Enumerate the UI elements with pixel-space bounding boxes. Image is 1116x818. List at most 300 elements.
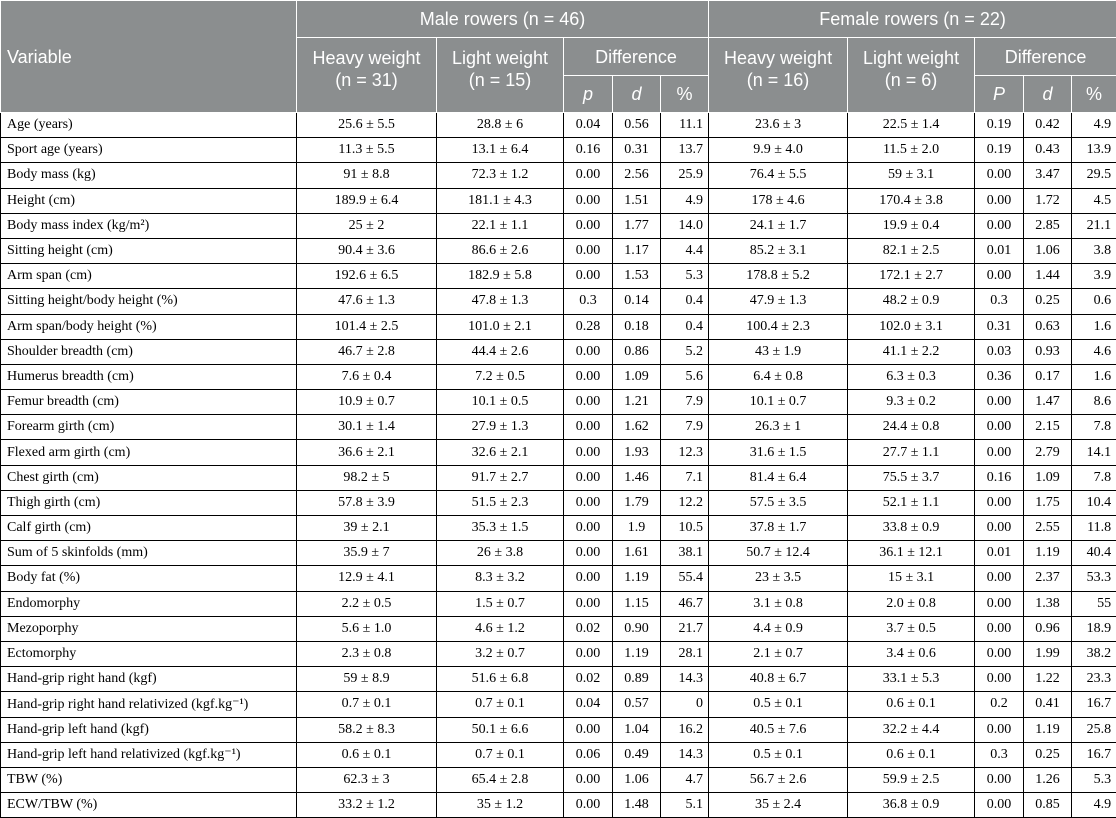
male-d-cell: 1.93	[613, 440, 661, 465]
female-heavy-cell: 178.8 ± 5.2	[709, 264, 848, 289]
female-heavy-weight-header	[709, 38, 848, 113]
male-light-cell: 3.2 ± 0.7	[437, 641, 564, 666]
variable-cell: Shoulder breadth (cm)	[1, 339, 297, 364]
female-heavy-cell: 50.7 ± 12.4	[709, 541, 848, 566]
male-d-cell: 1.61	[613, 541, 661, 566]
male-p-cell: 0.00	[564, 264, 613, 289]
female-percent-cell: 55	[1072, 591, 1116, 616]
male-d-cell: 1.15	[613, 591, 661, 616]
table-row	[1, 692, 1116, 717]
female-light-n: (n = 6)	[885, 70, 938, 90]
variable-cell: Hand-grip right hand relativized (kgf.kg⁻¹)	[1, 692, 297, 717]
female-rowers-header	[709, 1, 1116, 38]
male-heavy-cell: 101.4 ± 2.5	[297, 314, 437, 339]
male-rowers-header	[297, 1, 709, 38]
female-percent-cell: 14.1	[1072, 440, 1116, 465]
male-heavy-cell: 189.9 ± 6.4	[297, 188, 437, 213]
male-d-cell: 1.09	[613, 364, 661, 389]
variable-cell: Sport age (years)	[1, 138, 297, 163]
male-p-cell: 0.00	[564, 440, 613, 465]
female-p-cell: 0.00	[975, 793, 1024, 818]
female-d-cell: 1.75	[1024, 490, 1072, 515]
variable-cell: Age (years)	[1, 113, 297, 138]
variable-cell: Height (cm)	[1, 188, 297, 213]
female-p-cell: 0.00	[975, 767, 1024, 792]
male-heavy-cell: 39 ± 2.1	[297, 516, 437, 541]
variable-cell: Flexed arm girth (cm)	[1, 440, 297, 465]
male-p-cell: 0.00	[564, 163, 613, 188]
male-light-cell: 28.8 ± 6	[437, 113, 564, 138]
female-difference-header: Difference	[975, 38, 1116, 76]
female-percent-cell: 7.8	[1072, 415, 1116, 440]
female-group-label: Female rowers (	[819, 9, 949, 29]
table-row	[1, 742, 1116, 767]
female-percent-cell: 29.5	[1072, 163, 1116, 188]
female-heavy-cell: 31.6 ± 1.5	[709, 440, 848, 465]
female-percent-cell: 21.1	[1072, 213, 1116, 238]
male-p-cell: 0.28	[564, 314, 613, 339]
female-d-cell: 0.93	[1024, 339, 1072, 364]
female-percent-cell: 4.5	[1072, 188, 1116, 213]
table-header	[1, 1, 1116, 113]
variable-cell: Arm span (cm)	[1, 264, 297, 289]
male-heavy-cell: 33.2 ± 1.2	[297, 793, 437, 818]
female-d-cell: 1.06	[1024, 238, 1072, 263]
table-row	[1, 667, 1116, 692]
female-percent-cell: 1.6	[1072, 364, 1116, 389]
male-p-cell: 0.00	[564, 641, 613, 666]
male-heavy-cell: 90.4 ± 3.6	[297, 238, 437, 263]
female-d-cell: 0.85	[1024, 793, 1072, 818]
male-percent-cell: 4.9	[661, 188, 709, 213]
female-d-cell: 0.63	[1024, 314, 1072, 339]
male-percent-cell: 10.5	[661, 516, 709, 541]
male-light-cell: 27.9 ± 1.3	[437, 415, 564, 440]
variable-cell: Sum of 5 skinfolds (mm)	[1, 541, 297, 566]
male-p-cell: 0.3	[564, 289, 613, 314]
male-percent-cell: 25.9	[661, 163, 709, 188]
female-light-cell: 3.4 ± 0.6	[848, 641, 975, 666]
male-percent-cell: 14.0	[661, 213, 709, 238]
female-group-n: n = 22)	[949, 9, 1006, 29]
male-p-cell: 0.00	[564, 188, 613, 213]
male-d-cell: 0.90	[613, 616, 661, 641]
female-light-cell: 9.3 ± 0.2	[848, 390, 975, 415]
female-p-cell: 0.00	[975, 516, 1024, 541]
variable-cell: Mezoporphy	[1, 616, 297, 641]
female-percent-cell: 16.7	[1072, 692, 1116, 717]
female-heavy-cell: 3.1 ± 0.8	[709, 591, 848, 616]
male-heavy-cell: 91 ± 8.8	[297, 163, 437, 188]
male-p-cell: 0.00	[564, 339, 613, 364]
male-d-cell: 1.19	[613, 566, 661, 591]
male-p-cell: 0.00	[564, 767, 613, 792]
female-p-cell: 0.19	[975, 138, 1024, 163]
female-d-cell: 1.09	[1024, 465, 1072, 490]
female-p-cell: 0.3	[975, 289, 1024, 314]
table-row	[1, 113, 1116, 138]
female-p-cell: 0.01	[975, 238, 1024, 263]
female-heavy-cell: 24.1 ± 1.7	[709, 213, 848, 238]
male-light-cell: 10.1 ± 0.5	[437, 390, 564, 415]
male-percent-cell: 5.3	[661, 264, 709, 289]
female-p-cell: 0.19	[975, 113, 1024, 138]
variable-cell: Calf girth (cm)	[1, 516, 297, 541]
female-d-cell: 0.41	[1024, 692, 1072, 717]
male-difference-header: Difference	[564, 38, 709, 76]
female-heavy-cell: 81.4 ± 6.4	[709, 465, 848, 490]
female-light-cell: 0.6 ± 0.1	[848, 692, 975, 717]
male-group-n: n = 46)	[529, 9, 586, 29]
male-percent-cell: 12.2	[661, 490, 709, 515]
female-percent-cell: 10.4	[1072, 490, 1116, 515]
female-heavy-cell: 100.4 ± 2.3	[709, 314, 848, 339]
female-percent-cell: 4.9	[1072, 113, 1116, 138]
male-percent-cell: 4.7	[661, 767, 709, 792]
female-p-cell: 0.16	[975, 465, 1024, 490]
female-d-cell: 2.15	[1024, 415, 1072, 440]
female-d-cell: 1.19	[1024, 717, 1072, 742]
female-p-cell: 0.00	[975, 163, 1024, 188]
female-d-cell: 1.44	[1024, 264, 1072, 289]
female-p-cell: 0.2	[975, 692, 1024, 717]
male-light-cell: 181.1 ± 4.3	[437, 188, 564, 213]
female-p-header: P	[975, 76, 1024, 113]
female-percent-cell: 53.3	[1072, 566, 1116, 591]
female-percent-cell: 13.9	[1072, 138, 1116, 163]
table-row	[1, 717, 1116, 742]
variable-cell: Endomorphy	[1, 591, 297, 616]
male-percent-cell: 21.7	[661, 616, 709, 641]
male-d-cell: 1.48	[613, 793, 661, 818]
table-row	[1, 238, 1116, 263]
female-heavy-cell: 0.5 ± 0.1	[709, 742, 848, 767]
male-p-cell: 0.06	[564, 742, 613, 767]
table-row	[1, 566, 1116, 591]
male-d-cell: 0.56	[613, 113, 661, 138]
male-light-cell: 51.6 ± 6.8	[437, 667, 564, 692]
female-p-cell: 0.00	[975, 390, 1024, 415]
male-percent-cell: 0	[661, 692, 709, 717]
female-percent-cell: 38.2	[1072, 641, 1116, 666]
female-percent-cell: 11.8	[1072, 516, 1116, 541]
male-light-weight-header	[437, 38, 564, 113]
male-percent-cell: 11.1	[661, 113, 709, 138]
male-percent-cell: 5.1	[661, 793, 709, 818]
female-p-cell: 0.00	[975, 490, 1024, 515]
male-percent-cell: 0.4	[661, 314, 709, 339]
table-row	[1, 163, 1116, 188]
male-p-cell: 0.04	[564, 113, 613, 138]
female-light-cell: 2.0 ± 0.8	[848, 591, 975, 616]
male-d-cell: 1.46	[613, 465, 661, 490]
female-percent-cell: 4.9	[1072, 793, 1116, 818]
female-p-cell: 0.36	[975, 364, 1024, 389]
male-d-cell: 1.9	[613, 516, 661, 541]
male-d-cell: 1.62	[613, 415, 661, 440]
male-p-cell: 0.00	[564, 364, 613, 389]
male-heavy-cell: 10.9 ± 0.7	[297, 390, 437, 415]
female-d-cell: 2.85	[1024, 213, 1072, 238]
male-heavy-cell: 2.3 ± 0.8	[297, 641, 437, 666]
variable-cell: Humerus breadth (cm)	[1, 364, 297, 389]
male-percent-cell: 16.2	[661, 717, 709, 742]
male-d-cell: 2.56	[613, 163, 661, 188]
male-percent-cell: 12.3	[661, 440, 709, 465]
male-heavy-cell: 192.6 ± 6.5	[297, 264, 437, 289]
female-d-cell: 1.22	[1024, 667, 1072, 692]
female-d-cell: 0.17	[1024, 364, 1072, 389]
table-row	[1, 465, 1116, 490]
male-p-cell: 0.00	[564, 591, 613, 616]
male-d-cell: 1.21	[613, 390, 661, 415]
male-heavy-cell: 25 ± 2	[297, 213, 437, 238]
male-percent-cell: 0.4	[661, 289, 709, 314]
female-light-cell: 102.0 ± 3.1	[848, 314, 975, 339]
male-percent-cell: 13.7	[661, 138, 709, 163]
female-p-cell: 0.00	[975, 566, 1024, 591]
male-light-cell: 91.7 ± 2.7	[437, 465, 564, 490]
male-percent-cell: 7.9	[661, 415, 709, 440]
female-light-cell: 48.2 ± 0.9	[848, 289, 975, 314]
male-light-cell: 4.6 ± 1.2	[437, 616, 564, 641]
female-d-cell: 0.42	[1024, 113, 1072, 138]
male-light-cell: 7.2 ± 0.5	[437, 364, 564, 389]
male-light-cell: 26 ± 3.8	[437, 541, 564, 566]
male-p-cell: 0.02	[564, 667, 613, 692]
female-heavy-cell: 85.2 ± 3.1	[709, 238, 848, 263]
male-d-cell: 1.79	[613, 490, 661, 515]
male-percent-cell: 5.6	[661, 364, 709, 389]
male-light-cell: 182.9 ± 5.8	[437, 264, 564, 289]
male-heavy-cell: 0.6 ± 0.1	[297, 742, 437, 767]
female-heavy-cell: 4.4 ± 0.9	[709, 616, 848, 641]
male-percent-cell: 28.1	[661, 641, 709, 666]
male-percent-cell: 14.3	[661, 667, 709, 692]
female-d-cell: 1.26	[1024, 767, 1072, 792]
female-heavy-cell: 6.4 ± 0.8	[709, 364, 848, 389]
male-heavy-cell: 12.9 ± 4.1	[297, 566, 437, 591]
male-percent-cell: 55.4	[661, 566, 709, 591]
table-row	[1, 138, 1116, 163]
male-light-cell: 0.7 ± 0.1	[437, 692, 564, 717]
female-light-label: Light weight	[863, 48, 959, 68]
female-heavy-cell: 56.7 ± 2.6	[709, 767, 848, 792]
female-p-cell: 0.00	[975, 440, 1024, 465]
female-d-cell: 0.96	[1024, 616, 1072, 641]
male-p-cell: 0.00	[564, 213, 613, 238]
table-row	[1, 616, 1116, 641]
female-p-cell: 0.01	[975, 541, 1024, 566]
table-row	[1, 364, 1116, 389]
male-light-label: Light weight	[452, 48, 548, 68]
table-row	[1, 541, 1116, 566]
female-light-cell: 15 ± 3.1	[848, 566, 975, 591]
table-row	[1, 516, 1116, 541]
variable-cell: Arm span/body height (%)	[1, 314, 297, 339]
female-d-cell: 1.19	[1024, 541, 1072, 566]
female-d-cell: 1.72	[1024, 188, 1072, 213]
female-percent-cell: 0.6	[1072, 289, 1116, 314]
female-heavy-cell: 37.8 ± 1.7	[709, 516, 848, 541]
female-light-cell: 3.7 ± 0.5	[848, 616, 975, 641]
female-heavy-cell: 35 ± 2.4	[709, 793, 848, 818]
female-light-cell: 172.1 ± 2.7	[848, 264, 975, 289]
male-p-cell: 0.16	[564, 138, 613, 163]
female-heavy-cell: 76.4 ± 5.5	[709, 163, 848, 188]
male-heavy-cell: 5.6 ± 1.0	[297, 616, 437, 641]
male-d-cell: 0.86	[613, 339, 661, 364]
table-row	[1, 641, 1116, 666]
male-heavy-n: (n = 31)	[335, 70, 398, 90]
male-light-cell: 86.6 ± 2.6	[437, 238, 564, 263]
female-percent-cell: 40.4	[1072, 541, 1116, 566]
male-d-cell: 1.19	[613, 641, 661, 666]
male-d-cell: 1.04	[613, 717, 661, 742]
female-heavy-cell: 23.6 ± 3	[709, 113, 848, 138]
male-heavy-cell: 59 ± 8.9	[297, 667, 437, 692]
male-heavy-cell: 7.6 ± 0.4	[297, 364, 437, 389]
female-heavy-n: (n = 16)	[747, 70, 810, 90]
female-percent-cell: 3.8	[1072, 238, 1116, 263]
male-percent-cell: 4.4	[661, 238, 709, 263]
male-p-cell: 0.00	[564, 415, 613, 440]
male-heavy-cell: 47.6 ± 1.3	[297, 289, 437, 314]
table-row	[1, 793, 1116, 818]
female-light-cell: 19.9 ± 0.4	[848, 213, 975, 238]
female-percent-cell: 1.6	[1072, 314, 1116, 339]
table-row	[1, 490, 1116, 515]
male-d-cell: 0.18	[613, 314, 661, 339]
male-p-header: p	[564, 76, 613, 113]
male-d-cell: 1.77	[613, 213, 661, 238]
male-p-cell: 0.00	[564, 541, 613, 566]
male-light-cell: 13.1 ± 6.4	[437, 138, 564, 163]
male-heavy-cell: 2.2 ± 0.5	[297, 591, 437, 616]
female-p-cell: 0.00	[975, 415, 1024, 440]
male-light-cell: 72.3 ± 1.2	[437, 163, 564, 188]
female-light-cell: 27.7 ± 1.1	[848, 440, 975, 465]
female-percent-cell: 5.3	[1072, 767, 1116, 792]
female-d-header: d	[1024, 76, 1072, 113]
table-row	[1, 767, 1116, 792]
variable-cell: Ectomorphy	[1, 641, 297, 666]
female-heavy-cell: 40.8 ± 6.7	[709, 667, 848, 692]
male-heavy-label: Heavy weight	[312, 48, 420, 68]
female-p-cell: 0.00	[975, 641, 1024, 666]
male-percent-cell: 14.3	[661, 742, 709, 767]
male-light-cell: 32.6 ± 2.1	[437, 440, 564, 465]
female-percent-cell: 23.3	[1072, 667, 1116, 692]
female-percent-header: %	[1072, 76, 1116, 113]
female-light-cell: 33.1 ± 5.3	[848, 667, 975, 692]
male-d-cell: 0.57	[613, 692, 661, 717]
female-percent-cell: 16.7	[1072, 742, 1116, 767]
male-light-cell: 101.0 ± 2.1	[437, 314, 564, 339]
female-light-cell: 33.8 ± 0.9	[848, 516, 975, 541]
table-row	[1, 390, 1116, 415]
male-p-cell: 0.02	[564, 616, 613, 641]
female-percent-cell: 7.8	[1072, 465, 1116, 490]
male-light-cell: 8.3 ± 3.2	[437, 566, 564, 591]
table-row	[1, 591, 1116, 616]
variable-cell: Body mass index (kg/m²)	[1, 213, 297, 238]
table-row	[1, 213, 1116, 238]
female-light-cell: 170.4 ± 3.8	[848, 188, 975, 213]
female-light-cell: 75.5 ± 3.7	[848, 465, 975, 490]
female-p-cell: 0.00	[975, 717, 1024, 742]
female-heavy-cell: 43 ± 1.9	[709, 339, 848, 364]
female-heavy-cell: 9.9 ± 4.0	[709, 138, 848, 163]
female-d-cell: 0.25	[1024, 742, 1072, 767]
female-light-cell: 6.3 ± 0.3	[848, 364, 975, 389]
female-heavy-cell: 0.5 ± 0.1	[709, 692, 848, 717]
female-light-cell: 11.5 ± 2.0	[848, 138, 975, 163]
female-heavy-cell: 23 ± 3.5	[709, 566, 848, 591]
male-heavy-cell: 35.9 ± 7	[297, 541, 437, 566]
female-percent-cell: 8.6	[1072, 390, 1116, 415]
male-light-cell: 47.8 ± 1.3	[437, 289, 564, 314]
table-body	[1, 113, 1116, 818]
male-percent-cell: 38.1	[661, 541, 709, 566]
variable-cell: Hand-grip left hand relativized (kgf.kg⁻¹)	[1, 742, 297, 767]
male-p-cell: 0.00	[564, 465, 613, 490]
male-percent-header: %	[661, 76, 709, 113]
male-light-cell: 35.3 ± 1.5	[437, 516, 564, 541]
variable-cell: TBW (%)	[1, 767, 297, 792]
variable-cell: Sitting height/body height (%)	[1, 289, 297, 314]
table-row	[1, 415, 1116, 440]
female-p-cell: 0.00	[975, 188, 1024, 213]
female-heavy-cell: 2.1 ± 0.7	[709, 641, 848, 666]
female-d-cell: 3.47	[1024, 163, 1072, 188]
male-light-cell: 50.1 ± 6.6	[437, 717, 564, 742]
male-p-cell: 0.00	[564, 238, 613, 263]
variable-cell: Femur breadth (cm)	[1, 390, 297, 415]
male-light-n: (n = 15)	[469, 70, 532, 90]
male-heavy-cell: 36.6 ± 2.1	[297, 440, 437, 465]
female-p-cell: 0.3	[975, 742, 1024, 767]
male-p-cell: 0.00	[564, 516, 613, 541]
male-p-cell: 0.00	[564, 566, 613, 591]
female-light-cell: 24.4 ± 0.8	[848, 415, 975, 440]
female-percent-cell: 18.9	[1072, 616, 1116, 641]
variable-cell: ECW/TBW (%)	[1, 793, 297, 818]
male-light-cell: 22.1 ± 1.1	[437, 213, 564, 238]
male-d-cell: 0.89	[613, 667, 661, 692]
male-light-cell: 44.4 ± 2.6	[437, 339, 564, 364]
female-percent-cell: 25.8	[1072, 717, 1116, 742]
table-row	[1, 314, 1116, 339]
male-heavy-cell: 0.7 ± 0.1	[297, 692, 437, 717]
male-heavy-cell: 25.6 ± 5.5	[297, 113, 437, 138]
female-light-cell: 36.1 ± 12.1	[848, 541, 975, 566]
variable-cell: Chest girth (cm)	[1, 465, 297, 490]
variable-cell: Thigh girth (cm)	[1, 490, 297, 515]
table-row	[1, 188, 1116, 213]
male-d-cell: 1.53	[613, 264, 661, 289]
male-group-label: Male rowers (	[420, 9, 529, 29]
male-d-cell: 0.49	[613, 742, 661, 767]
female-d-cell: 1.47	[1024, 390, 1072, 415]
male-p-cell: 0.00	[564, 793, 613, 818]
female-percent-cell: 3.9	[1072, 264, 1116, 289]
female-light-weight-header	[848, 38, 975, 113]
male-d-cell: 1.51	[613, 188, 661, 213]
male-light-cell: 35 ± 1.2	[437, 793, 564, 818]
male-p-cell: 0.00	[564, 717, 613, 742]
female-p-cell: 0.03	[975, 339, 1024, 364]
